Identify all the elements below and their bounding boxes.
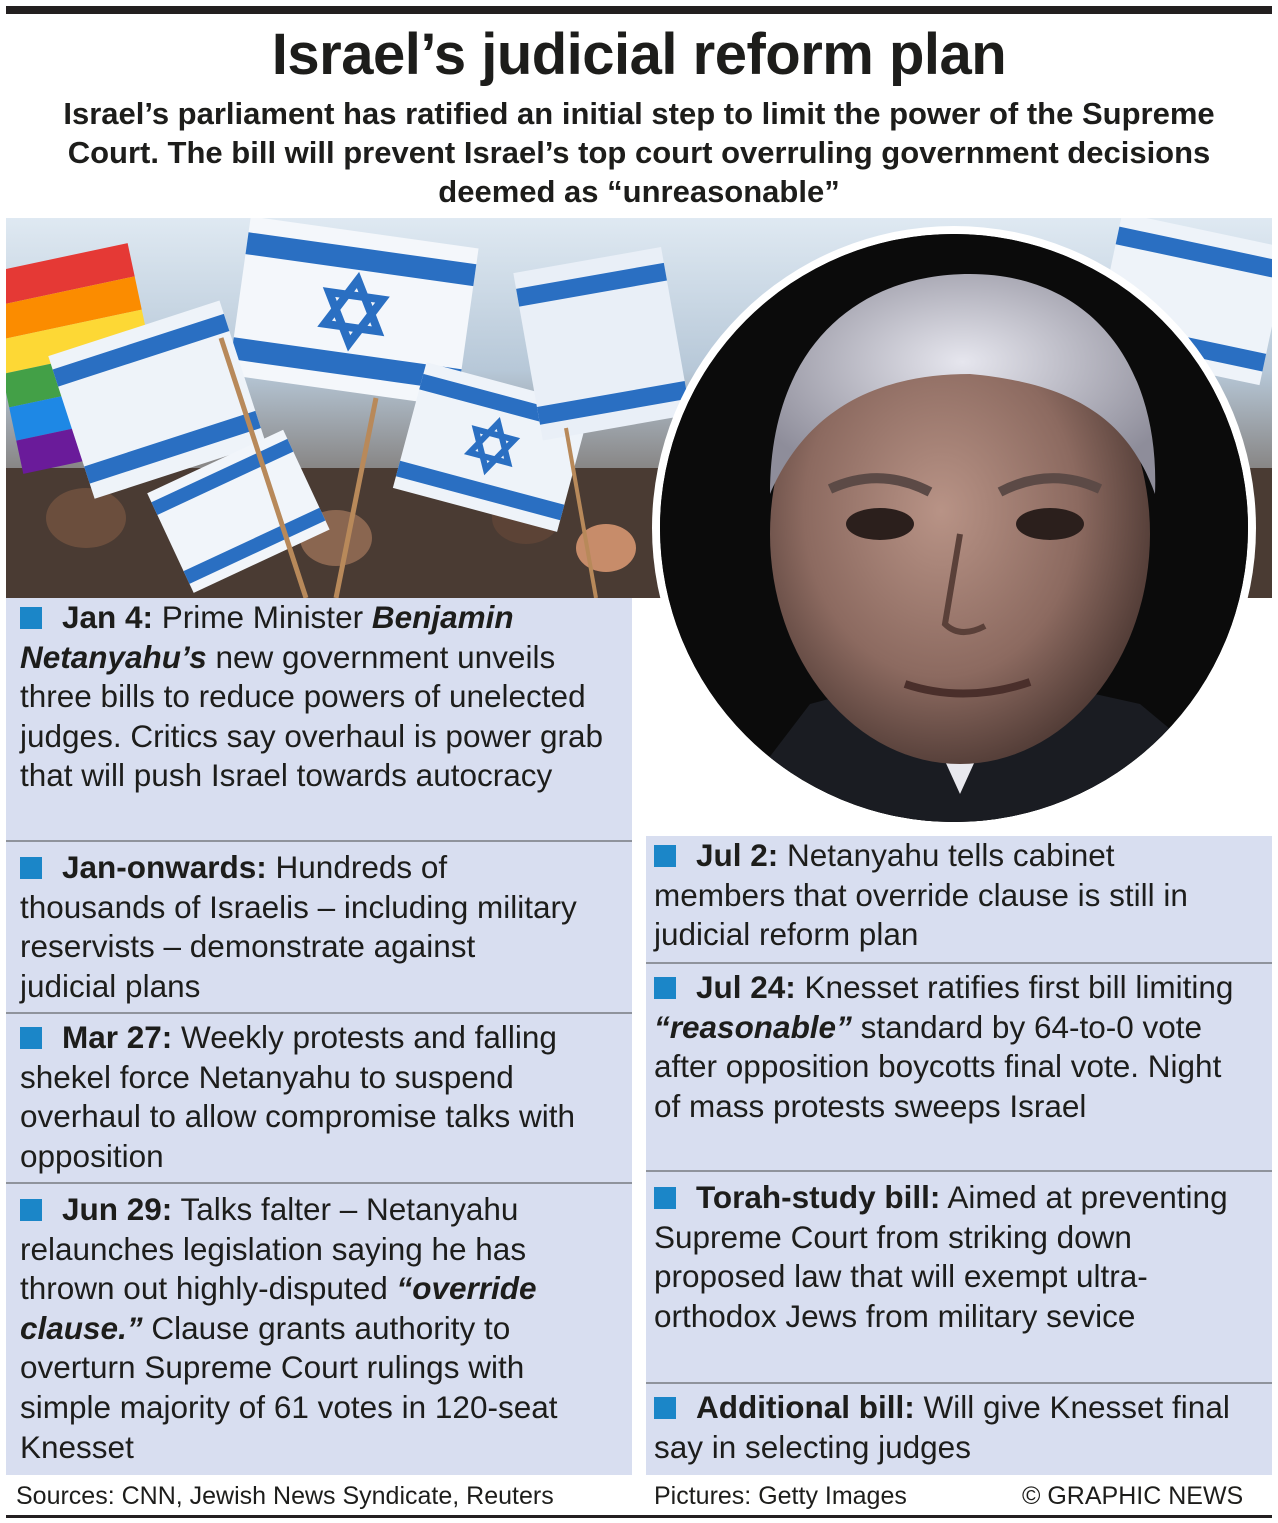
entry-date: Jan 4: [62, 599, 154, 635]
page-subtitle: Israel’s parliament has ratified an initial step to limit the power of the Supreme Court. The bill will prevent Israel’s top court overruling government decisions deemed as “unreasonable” [63, 96, 1215, 209]
portrait-illustration [660, 234, 1248, 822]
bullet-square-icon [654, 1187, 676, 1209]
entry-date: Jan-onwards: [62, 849, 267, 885]
entry-text: Will give Knesset final say in selecting judges [654, 1389, 1230, 1465]
divider [6, 840, 632, 842]
timeline-entry-jul-2 [654, 836, 1254, 955]
entry-text: new government unveils three bills to reduce powers of unelected judges. Critics say overhaul is power grab that will push Israel towards autocracy [20, 638, 604, 794]
entry-text: Knesset ratifies first bill limiting [795, 969, 1234, 1005]
sources-credit: Sources: CNN, Jewish News Syndicate, Reuters [16, 1482, 554, 1510]
timeline-entry-jan-onwards [20, 848, 580, 1006]
divider [646, 1382, 1272, 1384]
entry-date: Additional bill: [696, 1389, 915, 1425]
entry-text: Aimed at preventing Supreme Court from striking down proposed law that will exempt ultra-orthodox Jews from military sevice [654, 1179, 1228, 1334]
entry-text: Prime Minister [153, 599, 372, 635]
entry-text: Netanyahu tells cabinet members that override clause is still in judicial reform plan [654, 837, 1188, 953]
entry-date: Jul 24: [696, 969, 796, 1005]
divider [646, 1170, 1272, 1172]
portrait-photo [660, 234, 1248, 822]
bottom-rule [6, 1515, 1272, 1518]
bullet-square-icon [20, 857, 42, 879]
divider [646, 962, 1272, 964]
top-rule [6, 6, 1272, 14]
timeline-entry-jan-4 [20, 598, 626, 796]
entry-date: Jul 2: [696, 837, 779, 873]
bullet-square-icon [20, 1199, 42, 1221]
bullet-square-icon [20, 607, 42, 629]
bullet-square-icon [654, 845, 676, 867]
timeline-entry-additional-bill [654, 1388, 1254, 1467]
entry-text: Weekly protests and falling shekel force Netanyahu to suspend overhaul to allow compromise talks with opposition [20, 1019, 575, 1174]
timeline-entry-jul-24 [654, 968, 1254, 1126]
entry-text: Clause grants authority to overturn Supreme Court rulings with simple majority of 61 votes in 120-seat Knesset [20, 1309, 558, 1465]
entry-text: Hundreds of thousands of Israelis – including military reservists – demonstrate against judicial plans [20, 849, 577, 1004]
bullet-square-icon [20, 1027, 42, 1049]
entry-highlight: “override clause.” [20, 1270, 537, 1346]
bullet-square-icon [654, 977, 676, 999]
graphic-news-credit: © GRAPHIC NEWS [1022, 1482, 1244, 1510]
page-title: Israel’s judicial reform plan [271, 22, 1007, 87]
entry-highlight: Benjamin Netanyahu’s [20, 599, 514, 675]
entry-text: Talks falter – Netanyahu relaunches legislation saying he has thrown out highly-disputed [20, 1191, 527, 1307]
timeline-entry-torah-study-bill [654, 1178, 1254, 1336]
entry-highlight: “reasonable” [654, 1008, 852, 1045]
entry-date: Jun 29: [62, 1191, 173, 1227]
timeline-entry-jun-29 [20, 1190, 600, 1467]
pictures-credit: Pictures: Getty Images [654, 1482, 907, 1510]
entry-date: Torah-study bill: [696, 1179, 941, 1215]
bullet-square-icon [654, 1397, 676, 1419]
divider [6, 1182, 632, 1184]
entry-date: Mar 27: [62, 1019, 173, 1055]
divider [6, 1012, 632, 1014]
timeline-entry-mar-27 [20, 1018, 580, 1176]
entry-text: standard by 64-to-0 vote after opposition boycotts final vote. Night of mass protests sweeps Israel [654, 1008, 1222, 1124]
